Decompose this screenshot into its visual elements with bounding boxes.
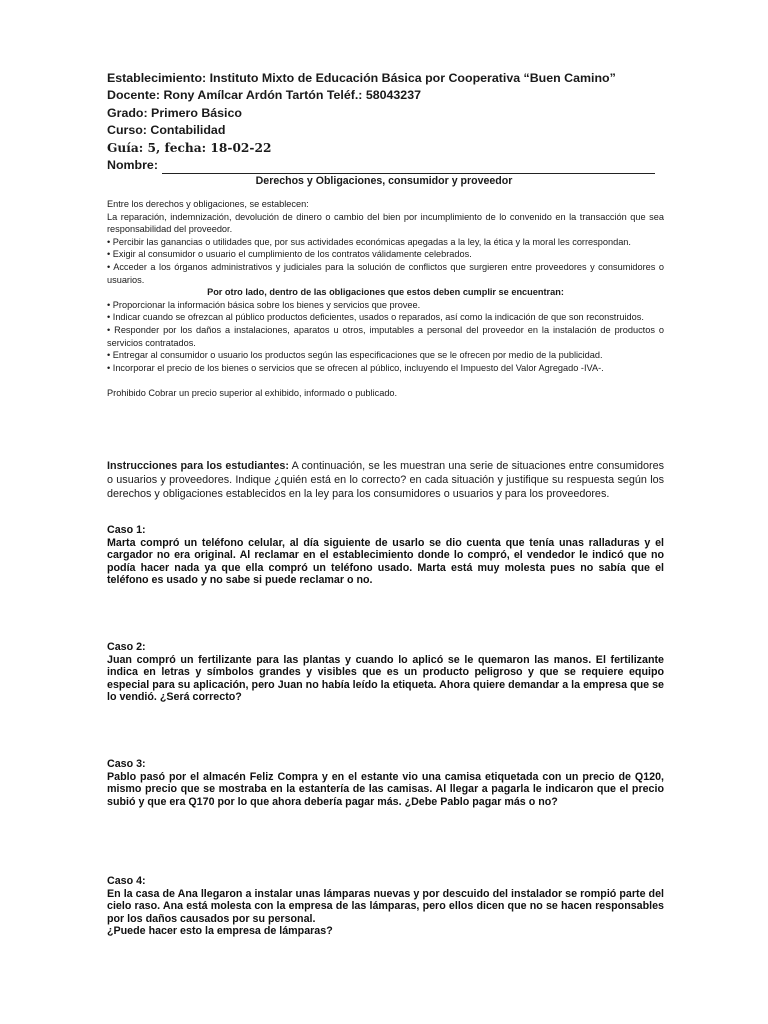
docente-line: Docente: Rony Amílcar Ardón Tartón Teléf.: 58043237: [107, 88, 421, 103]
instrucciones-label: Instrucciones para los estudiantes:: [107, 460, 289, 472]
obligacion-item: • Incorporar el precio de los bienes o servicios que se ofrecen al público, incluyendo el Impuesto del Valor Agregado -IVA-.: [107, 362, 604, 373]
caso-text: Pablo pasó por el almacén Feliz Compra y en el estante vio una camisa etiquetada con un precio de Q120, mismo precio que se mostraba en la estantería de las camisas. Al llegar a pagarla le indicaron que el precio subió y que era Q170 por lo que ahora debería pagar más. ¿Debe Pablo pagar más o no?: [107, 770, 664, 808]
nombre-label: Nombre:: [107, 158, 158, 173]
caso-question: ¿Puede hacer esto la empresa de lámparas?: [107, 925, 333, 938]
derecho-item: • Exigir al consumidor o usuario el cumplimiento de los contratos válidamente celebrados.: [107, 249, 472, 260]
caso-text: Marta compró un teléfono celular, al día siguiente de usarlo se dio cuenta que tenía unas ralladuras y el cargador no era original. Al reclamar en el establecimiento donde lo compró, el vendedor le indicó que no podía hacer nada ya que ella compró un teléfono usado. Marta está muy molesta pues no sabía que el teléfono es usado y no sabe si puede reclamar o no.: [107, 536, 664, 587]
document-title: Derechos y Obligaciones, consumidor y proveedor: [255, 175, 513, 187]
caso-label: Caso 2:: [107, 641, 146, 653]
caso-label: Caso 1:: [107, 524, 146, 536]
obligacion-item: • Indicar cuando se ofrezcan al público productos deficientes, usados o reparados, así como la indicación de que son reconstruidos.: [107, 312, 644, 323]
caso-text: Juan compró un fertilizante para las plantas y cuando lo aplicó se le quemaron las manos. El fertilizante indica en letras y símbolos grandes y visibles que es un producto peligroso y que se requiere equipo especial para su aplicación, pero Juan no había leído la etiqueta. Ahora quiere demandar a la empresa que se lo vendió. ¿Será correcto?: [107, 653, 664, 704]
guia-line: Guía: 5, fecha: 18-02-22: [107, 140, 272, 155]
obligacion-item: • Entregar al consumidor o usuario los productos según las especificaciones que se le ofrecen por medio de la publicidad.: [107, 350, 603, 361]
intro-lead: Entre los derechos y obligaciones, se establecen:: [107, 199, 309, 209]
instrucciones-text: A continuación, se les muestran una serie de situaciones entre consumidores o usuarios y proveedores. Indique ¿quién está en lo correcto? en cada situación y justifique su respuesta según los derechos y obligaciones establecidos en la ley para los consumidores o usuarios y para los proveedores.: [107, 460, 665, 501]
establecimiento-line: Establecimiento: Instituto Mixto de Educación Básica por Cooperativa “Buen Camino”: [107, 71, 616, 85]
caso-label: Caso 4:: [107, 875, 146, 887]
curso-line: Curso: Contabilidad: [107, 123, 226, 138]
intro-section: [107, 198, 664, 400]
derecho-item: La reparación, indemnización, devolución de dinero o cambio del bien por incumplimiento de lo convenido en la transacción que sea responsabilidad del proveedor.: [107, 211, 664, 235]
grado-line: Grado: Primero Básico: [107, 105, 242, 120]
derecho-item: • Acceder a los órganos administrativos y judiciales para la solución de conflictos que surgieren entre proveedores y consumidores o usuarios.: [107, 261, 664, 285]
nombre-blank-line: [162, 161, 655, 174]
derecho-item: • Percibir las ganancias o utilidades que, por sus actividades económicas apegadas a la ley, la ética y la moral les correspondan.: [107, 236, 631, 247]
obligacion-item: • Proporcionar la información básica sobre los bienes y servicios que provee.: [107, 299, 421, 310]
nombre-row: [107, 157, 667, 174]
caso-text: En la casa de Ana llegaron a instalar unas lámparas nuevas y por descuido del instalador se rompió parte del cielo raso. Ana está molesta con la empresa de las lámparas, pero ellos dicen que no se hacen responsables por los daños causados por su personal.: [107, 887, 664, 925]
prohibido-note: Prohibido Cobrar un precio superior al exhibido, informado o publicado.: [107, 388, 398, 399]
instrucciones-paragraph: [107, 459, 664, 502]
caso-3: [107, 758, 664, 808]
caso-label: Caso 3:: [107, 758, 146, 770]
obligaciones-heading: Por otro lado, dentro de las obligaciones que estos deben cumplir se encuentran:: [207, 287, 564, 298]
caso-4: [107, 875, 664, 938]
document-header: [107, 70, 667, 174]
obligacion-item: • Responder por los daños a instalaciones, aparatos u otros, imputables a personal del proveedor en la instalación de productos o servicios contratados.: [107, 324, 664, 348]
caso-1: [107, 524, 664, 587]
caso-2: [107, 641, 664, 704]
